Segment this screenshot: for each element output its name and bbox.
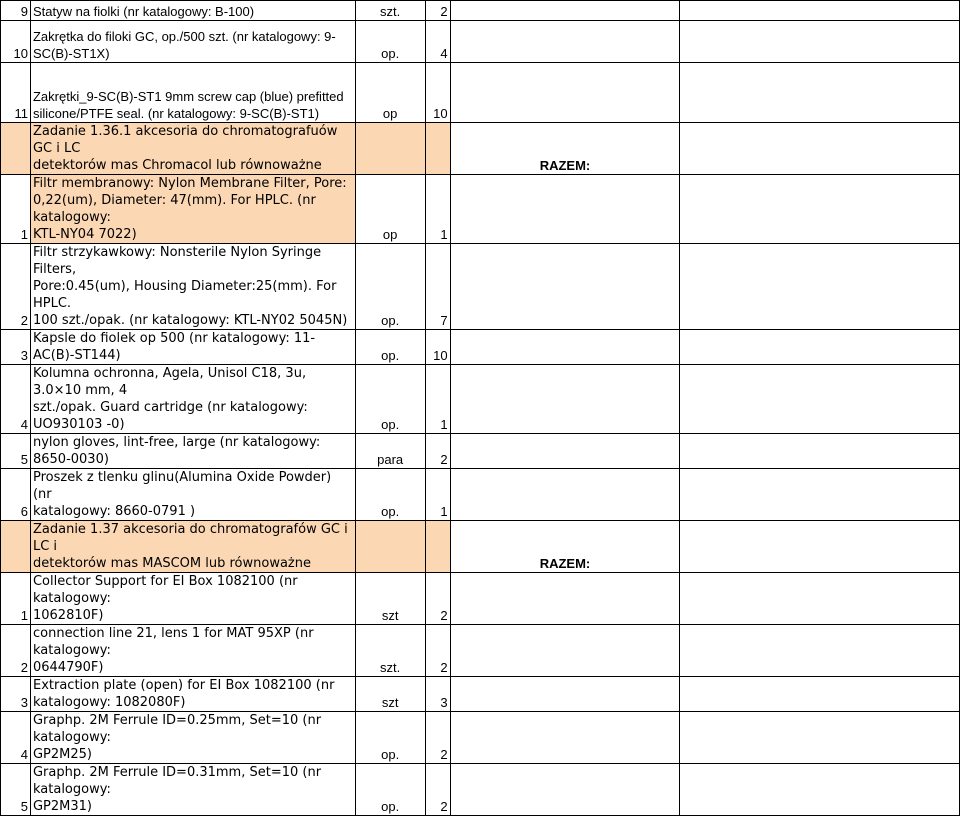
empty-cell[interactable] [680, 244, 960, 330]
empty-cell[interactable] [450, 365, 680, 434]
table-row [1, 573, 960, 625]
empty-cell[interactable] [680, 123, 960, 175]
row-number[interactable]: 4 [1, 365, 31, 434]
quantity-cell[interactable]: 1 [425, 365, 450, 434]
cell-text-line: Extraction plate (open) for EI Box 1082100 (nr [32, 678, 335, 693]
empty-cell[interactable] [355, 123, 425, 175]
quantity-cell[interactable]: 2 [425, 625, 450, 677]
empty-cell[interactable] [450, 469, 680, 521]
empty-cell[interactable] [680, 521, 960, 573]
unit-cell[interactable]: op. [355, 469, 425, 521]
cell-text-line: Graphp. 2M Ferrule ID=0.31mm, Set=10 (nr katalogowy: [32, 765, 322, 797]
unit-cell[interactable]: op. [355, 244, 425, 330]
empty-cell[interactable] [680, 330, 960, 365]
cell-text-line: detektorów mas Chromacol lub równoważne [32, 158, 322, 173]
unit-cell[interactable]: op. [355, 21, 425, 63]
empty-cell[interactable] [450, 1, 680, 21]
empty-cell[interactable] [450, 21, 680, 63]
empty-cell[interactable] [680, 469, 960, 521]
unit-cell[interactable]: op. [355, 330, 425, 365]
item-description[interactable] [30, 712, 355, 764]
row-number[interactable]: 5 [1, 434, 31, 469]
unit-cell[interactable]: szt [355, 573, 425, 625]
table-row [1, 434, 960, 469]
cell-text-line: GP2M25) [32, 747, 92, 762]
empty-cell[interactable] [450, 434, 680, 469]
cell-text-line: SC(B)-ST1X) [32, 46, 110, 61]
table-row [1, 677, 960, 712]
table-row [1, 63, 960, 123]
empty-cell[interactable] [425, 521, 450, 573]
empty-cell[interactable] [680, 677, 960, 712]
quantity-cell[interactable]: 2 [425, 764, 450, 816]
item-description[interactable] [30, 434, 355, 469]
cell-text-line: Filtr membranowy: Nylon Membrane Filter, Pore: [32, 176, 347, 191]
table-row [1, 1, 960, 21]
row-number[interactable]: 2 [1, 625, 31, 677]
section-header-row [1, 123, 960, 175]
cell-text-line: GP2M31) [32, 799, 92, 814]
empty-cell[interactable] [425, 123, 450, 175]
item-description[interactable] [30, 1, 355, 21]
empty-cell[interactable] [680, 625, 960, 677]
table-row [1, 244, 960, 330]
empty-cell[interactable] [680, 434, 960, 469]
empty-cell[interactable] [450, 63, 680, 123]
empty-cell[interactable] [680, 712, 960, 764]
row-number[interactable]: 1 [1, 573, 31, 625]
cell-text-line: 0644790F) [32, 660, 104, 675]
quantity-cell[interactable]: 2 [425, 573, 450, 625]
table-row [1, 365, 960, 434]
empty-cell[interactable] [450, 712, 680, 764]
item-description[interactable] [30, 365, 355, 434]
cell-text-line: Zakrętka do filoki GC, op./500 szt. (nr katalogowy: 9- [32, 29, 336, 44]
cell-text-line: Zadanie 1.37 akcesoria do chromatografów GC i LC i [32, 522, 348, 554]
row-number[interactable]: 4 [1, 712, 31, 764]
item-description[interactable] [30, 625, 355, 677]
cell-text-line: silicone/PTFE seal. (nr katalogowy: 9-SC(B)-ST1) [32, 106, 320, 121]
row-number[interactable]: 6 [1, 469, 31, 521]
item-description[interactable] [30, 244, 355, 330]
empty-cell[interactable] [450, 330, 680, 365]
cell-text-line: katalogowy: 1082080F) [32, 695, 186, 710]
cell-text-line: Pore:0.45(um), Housing Diameter:25(mm). For HPLC. [32, 279, 337, 311]
empty-cell[interactable] [450, 764, 680, 816]
quantity-cell[interactable]: 1 [425, 469, 450, 521]
empty-cell[interactable] [680, 175, 960, 244]
empty-cell[interactable] [450, 677, 680, 712]
unit-cell[interactable]: op. [355, 764, 425, 816]
empty-cell[interactable] [680, 365, 960, 434]
section-header-row [1, 521, 960, 573]
cell-text-line: katalogowy: 8660-0791 ) [32, 504, 196, 519]
row-number[interactable]: 9 [1, 1, 31, 21]
table-row [1, 469, 960, 521]
item-description[interactable] [30, 175, 355, 244]
empty-cell[interactable] [680, 573, 960, 625]
empty-cell[interactable] [450, 625, 680, 677]
quantity-cell[interactable]: 2 [425, 434, 450, 469]
empty-cell[interactable] [355, 521, 425, 573]
table-row [1, 330, 960, 365]
quantity-cell[interactable]: 4 [425, 21, 450, 63]
item-description[interactable] [30, 63, 355, 123]
cell-text-line: 100 szt./opak. (nr katalogowy: KTL-NY02 5045N) [32, 313, 348, 328]
empty-cell[interactable] [450, 244, 680, 330]
cell-text-line: 1062810F) [32, 608, 104, 623]
cell-text-line: Filtr strzykawkowy: Nonsterile Nylon Syringe Filters, [32, 245, 322, 277]
cell-text-line: Graphp. 2M Ferrule ID=0.25mm, Set=10 (nr katalogowy: [32, 713, 322, 745]
row-number[interactable]: 10 [1, 21, 31, 63]
unit-cell[interactable]: op [355, 63, 425, 123]
row-number[interactable]: 3 [1, 677, 31, 712]
row-number[interactable]: 5 [1, 764, 31, 816]
item-description[interactable] [30, 764, 355, 816]
quantity-cell[interactable]: 2 [425, 712, 450, 764]
unit-cell[interactable]: szt. [355, 625, 425, 677]
empty-cell[interactable] [680, 764, 960, 816]
item-description[interactable] [30, 469, 355, 521]
table-row [1, 21, 960, 63]
row-number[interactable]: 2 [1, 244, 31, 330]
quantity-cell[interactable]: 10 [425, 330, 450, 365]
razem-label[interactable]: RAZEM: [450, 521, 680, 573]
cell-text-line: Proszek z tlenku glinu(Alumina Oxide Powder) (nr [32, 470, 332, 502]
cell-text-line: nylon gloves, lint-free, large (nr katalogowy: 8650-0030) [32, 435, 321, 467]
cell-text-line: detektorów mas MASCOM lub równoważne [32, 556, 311, 571]
empty-cell[interactable] [450, 573, 680, 625]
cell-text-line: Zakrętki_9-SC(B)-ST1 9mm screw cap (blue) prefitted [32, 89, 344, 104]
table-row [1, 625, 960, 677]
table-row [1, 712, 960, 764]
item-description[interactable] [30, 573, 355, 625]
cell-text-line: Collector Support for EI Box 1082100 (nr katalogowy: [32, 574, 298, 606]
unit-cell[interactable]: para [355, 434, 425, 469]
section-title[interactable] [30, 521, 355, 573]
cell-text-line: Kapsle do fiolek op 500 (nr katalogowy: 11-AC(B)-ST144) [32, 331, 316, 363]
empty-cell[interactable] [680, 21, 960, 63]
cell-text-line: connection line 21, lens 1 for MAT 95XP (nr katalogowy: [32, 626, 314, 658]
empty-cell[interactable] [1, 123, 31, 175]
quantity-cell[interactable]: 2 [425, 1, 450, 21]
empty-cell[interactable] [450, 175, 680, 244]
quantity-cell[interactable]: 10 [425, 63, 450, 123]
cell-text-line: KTL-NY04 7022) [32, 227, 137, 242]
section-title[interactable] [30, 123, 355, 175]
item-description[interactable] [30, 21, 355, 63]
row-number[interactable]: 11 [1, 63, 31, 123]
table-row [1, 175, 960, 244]
quantity-cell[interactable]: 1 [425, 175, 450, 244]
empty-cell[interactable] [1, 521, 31, 573]
row-number[interactable]: 3 [1, 330, 31, 365]
quantity-cell[interactable]: 3 [425, 677, 450, 712]
cell-text-line: Kolumna ochronna, Agela, Unisol C18, 3u, 3.0×10 mm, 4 [32, 366, 307, 398]
item-description[interactable] [30, 677, 355, 712]
empty-cell[interactable] [680, 63, 960, 123]
cell-text-line: 0,22(um), Diameter: 47(mm). For HPLC. (nr katalogowy: [32, 193, 316, 225]
table-row [1, 764, 960, 816]
unit-cell[interactable]: szt [355, 677, 425, 712]
unit-cell[interactable]: op. [355, 365, 425, 434]
cell-text-line: Statyw na fiolki (nr katalogowy: B-100) [32, 4, 255, 19]
row-number[interactable]: 1 [1, 175, 31, 244]
item-description[interactable] [30, 330, 355, 365]
empty-cell[interactable] [680, 1, 960, 21]
razem-label[interactable]: RAZEM: [450, 123, 680, 175]
unit-cell[interactable]: szt. [355, 1, 425, 21]
cell-text-line: szt./opak. Guard cartridge (nr katalogowy: UO930103 -0) [32, 400, 308, 432]
cell-text-line: Zadanie 1.36.1 akcesoria do chromatografuów GC i LC [32, 124, 338, 156]
quantity-cell[interactable]: 7 [425, 244, 450, 330]
unit-cell[interactable]: op. [355, 712, 425, 764]
unit-cell[interactable]: op [355, 175, 425, 244]
